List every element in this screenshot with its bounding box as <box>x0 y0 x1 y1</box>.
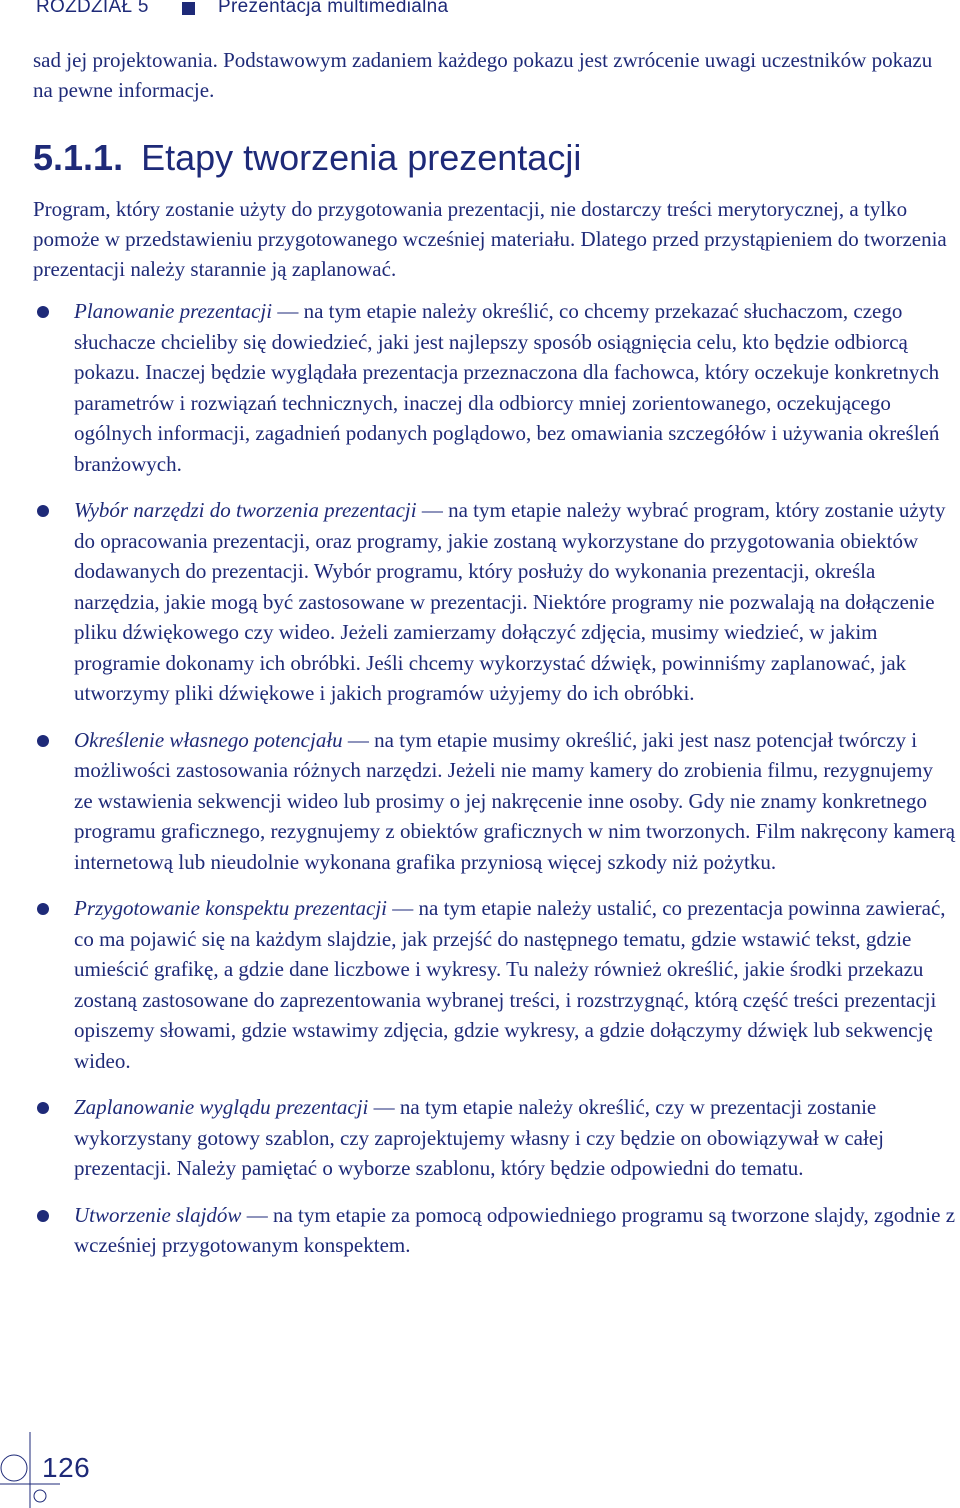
bullet-icon <box>37 306 49 318</box>
chapter-title: Prezentacja multimedialna <box>218 0 449 17</box>
list-item-term: Zaplanowanie wyglądu prezentacji <box>74 1095 369 1119</box>
chapter-label: ROZDZIAŁ 5 <box>36 0 149 17</box>
bullet-icon <box>37 1102 49 1114</box>
list-item <box>0 296 956 479</box>
bullet-icon <box>37 735 49 747</box>
list-item-text: — na tym etapie należy określić, czy w prezentacji zostanie wykorzystany gotowy szablon, czy zaprojektujemy własny i czy będzie on obowiązywał w całej prezentacji. Należy pamiętać o wyborze szablonu, który będzie odpowiedni do tematu. <box>74 1095 884 1180</box>
list-item-term: Utworzenie slajdów <box>74 1202 242 1227</box>
bullet-icon <box>37 903 49 915</box>
section-heading <box>33 136 581 180</box>
list-item-term: Określenie własnego potencjału <box>74 727 343 752</box>
page-header <box>0 0 960 22</box>
list-item-text: — na tym etapie należy określić, co chcemy przekazać słuchaczom, czego słuchacze chcieliby się dowiedzieć, jaki jest najlepszy sposób osiągnięcia celu, kto będzie odbiorcą pokazu. Inaczej będzie wyglądała prezentacja przeznaczona dla fachowca, który oczekuje konkretnych parametrów i rozwiązań technicznych, inaczej dla odbiorcy mniej zorientowanego, oczekującego ogólnych informacji, zagadnień podanych poglądowo, bez omawiania szczegółów i używania określeń branżowych. <box>74 299 940 476</box>
list-item-term: Przygotowanie konspektu prezentacji <box>74 896 387 920</box>
stages-list <box>0 296 960 1277</box>
list-item-text: — na tym etapie musimy określić, jaki jest nasz potencjał twórczy i możliwości zastosowania różnych narzędzi. Jeżeli nie mamy kamery do zrobienia filmu, rezygnujemy ze wstawienia sekwencji wideo lub prosimy o jej nakręcenie inne osoby. Gdy nie znamy konkretnego programu graficznego, rezygnujemy z obiektów graficznych w nim tworzonych. Film nakręcony kamerą internetową lub nieudolnie wykonana grafika przyniosą więcej szkody niż pożytku. <box>74 727 956 874</box>
lead-paragraph: Program, który zostanie użyty do przygotowania prezentacji, nie dostarczy treści merytorycznej, a tylko pomoże w przedstawieniu przygotowanego wcześniej materiału. Dlatego przed przystąpieniem do tworzenia prezentacji należy starannie ją zaplanować. <box>33 197 947 281</box>
page-number: 126 <box>42 1452 91 1483</box>
list-item-text: — na tym etapie należy wybrać program, który zostanie użyty do opracowania prezentacji, oraz programy, jakie zostaną wykorzystane do przygotowania obiektów dodawanych do prezentacji. Wybór programu, który posłuży do wykonania prezentacji, określa narzędzia, jakie mogą być zastosowane w prezentacji. Niektóre programy nie pozwalają na dołączenie pliku dźwiękowego czy wideo. Jeżeli zamierzamy dołączyć zdjęcia, musimy wiedzieć, w jakim programie dokonamy ich obróbki. Jeśli chcemy wykorzystać dźwięk, powinniśmy zaplanować, jak utworzymy pliki dźwiękowe i jakich programów użyjemy do ich obróbki. <box>74 498 946 705</box>
list-item-text: — na tym etapie należy ustalić, co prezentacja powinna zawierać, co ma pojawić się na każdym slajdzie, jak przejść do następnego tematu, gdzie wstawić tekst, gdzie umieścić grafikę, a gdzie dane liczbowe i wykresy. Tu należy również określić, jakie środki przekazu zostaną zastosowane do zaprezentowania wybranej treści, i rozstrzygnąć, którą część treści prezentacji opiszemy słowami, gdzie wstawimy zdjęcia, gdzie wykresy, a gdzie dołączymy dźwięk lub sekwencję wideo. <box>74 896 946 1073</box>
intro-paragraph: sad jej projektowania. Podstawowym zadaniem każdego pokazu jest zwrócenie uwagi uczestników pokazu na pewne informacje. <box>33 48 933 102</box>
list-item-term: Wybór narzędzi do tworzenia prezentacji <box>74 498 417 522</box>
list-item <box>0 893 956 1076</box>
bullet-icon <box>37 1210 49 1222</box>
bullet-icon <box>37 505 49 517</box>
list-item-text: — na tym etapie za pomocą odpowiedniego programu są tworzone slajdy, zgodnie z wcześniej przygotowanym konspektem. <box>74 1202 956 1257</box>
section-number: 5.1.1. <box>33 137 124 178</box>
list-item-term: Planowanie prezentacji <box>74 299 273 323</box>
header-square-icon <box>182 2 195 15</box>
list-item <box>0 1200 956 1261</box>
list-item <box>0 1092 956 1184</box>
list-item <box>0 495 956 709</box>
list-item <box>0 725 956 878</box>
section-title: Etapy tworzenia prezentacji <box>141 137 582 178</box>
